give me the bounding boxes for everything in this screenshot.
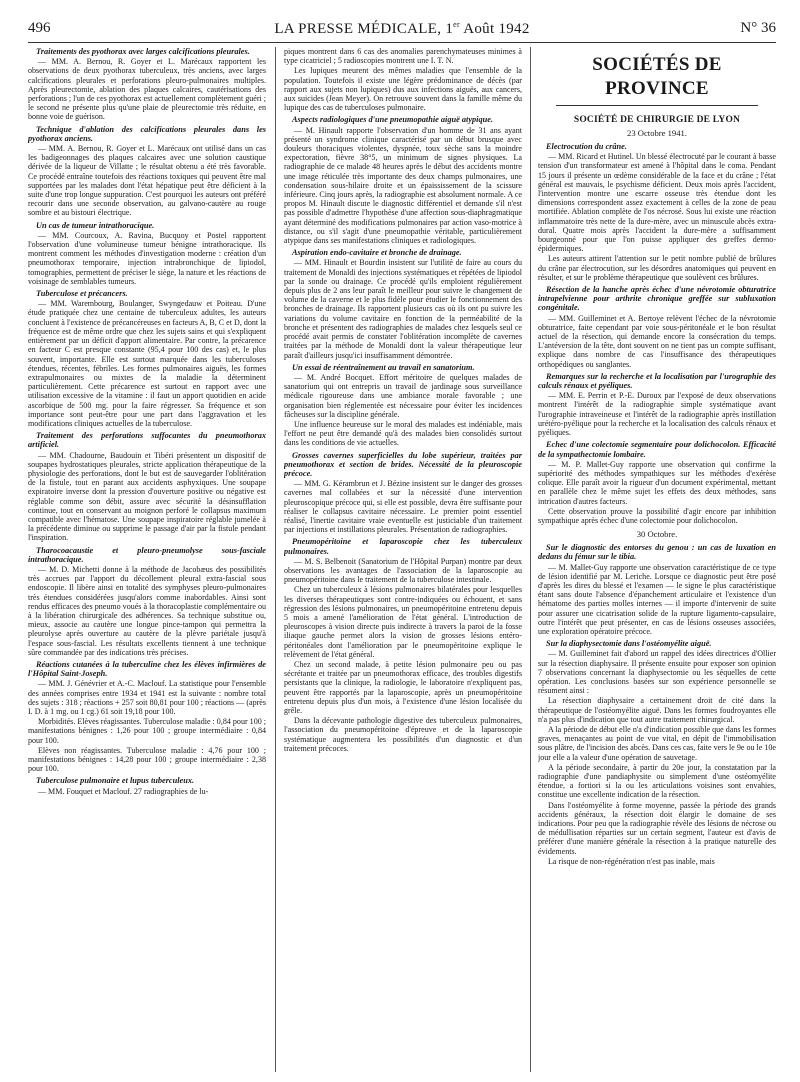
article-paragraph: — M. Mallet-Guy rapporte une observation caractéristique de ce type de lésion identifié par M. Leriche. Lorsque ce diagnostic peut être posé d'après les dires du blessé et l'examen — le signe le plus caractéristique étant sans doute l'absence d'épanchement articulaire et l'existence d'un hématome des parties molles internes — il importe d'intervenir de suite pour assurer une cicatrisation solide de la rupture ligamento-capsulaire, outre l'intérêt que peut présenter, en cas de lésions osseuses associées, une exploration opératoire précoce. [538, 562, 776, 636]
article-heading: Sur le diagnostic des entorses du genou : un cas de luxation en dedans du fémur sur le tibia. [538, 543, 776, 562]
article-paragraph: — M. Guilleminet fait d'abord un rappel des idées directrices d'Ollier sur la résection diaphysaire. Il présente ensuite pour exposer son opinion 7 observations concernant la diaphysectomie ou les séquelles de cette opération. Les conclusions basées sur son expérience personnelle se résument ainsi : [538, 649, 776, 696]
article-heading: Aspects radiologiques d'une pneumopathie aiguë atypique. [292, 115, 493, 125]
article-paragraph: — MM. J. Génévrier et A.-C. Maclouf. La statistique pour l'ensemble des années comprises entre 1934 et 1941 est la suivante : nombre total des sujets : 318 ; réactions + 257 soit 80,81 pour 100 ; réactions — (après I. D. à 1 mg. ou 1 cg.) 61 soit 19,18 pour 100. [28, 679, 266, 717]
article-paragraph: — M. D. Michetti donne à la méthode de Jacobæus des possibilités très accrues par l'apport du décollement pleural extra-fascial sous endoscopie. Il libère ainsi en totalité des symphyses pleuro-pulmonaires très étendues considérées jusqu'alors comme inabordables. Ainsi sont rendus efficaces des pneumo voués à la thoracoplastie complémentaire ou à la libération chirurgicale des adhérences. Sa technique substitue ou, mieux, associe au cautère une longue pince-tampon qui permettra la pleurolyse après ouverture au cautère de la plèvre pariétale jusqu'à l'espace sous-fascial. Les résultats excellents tiennent à une technique sûre commandée par des indications très précises. [28, 564, 266, 657]
article-paragraph: La résection diaphysaire a certainement droit de cité dans la thérapeutique de l'ostéomyélite aiguë. Dans les formes foudroyantes elle n'a pas plus d'indication que tout autre traitement chirurgical. [538, 696, 776, 724]
article-heading: Sur la diaphysectomie dans l'ostéomyélite aiguë. [546, 639, 712, 649]
column-divider [530, 47, 531, 1072]
article-paragraph: piques montrent dans 6 cas des anomalies parenchymateuses minimes à type cicatriciel ; 5 radioscopies montrent une I. T. N. [284, 47, 522, 66]
society-name: SOCIÉTÉ DE CHIRURGIE DE LYON [573, 115, 741, 125]
article-paragraph: Dans la décevante pathologie digestive des tuberculeux pulmonaires, l'association du pneumopéritoine d'épreuve et de la laparoscopie systématique augmentera les possibilités d'un diagnostic et d'un traitement précoces. [284, 716, 522, 753]
article-paragraph: Morbidités. Elèves réagissantes. Tuberculose maladie : 0,84 pour 100 ; manifestations bénignes : 1,26 pour 100 ; groupe intermédiaire : 0,84 pour 100. [28, 717, 266, 745]
article-paragraph: Une influence heureuse sur le moral des malades est indéniable, mais l'effort ne peut être demandé qu'à des malades bien consolidés surtout dans les conditions de vie actuelles. [284, 419, 522, 448]
article-heading: Remarques sur la recherche et la localisation par l'urographie des calculs rénaux et pyéliques. [538, 371, 776, 391]
section-rule [556, 105, 758, 106]
article-paragraph: — MM. A. Bernou, R. Goyer et L. Marécaux rapportent les observations de deux pyothorax tuberculeux, très anciens, avec larges calcifications pleurales et perforations pleuro-pulmonaires multiples. Après pleurectomie, ablation des plaques calcaires, cautérisations des perforations ; l'un de ces pyothorax est actuellement complètement guéri ; le second ne présente plus qu'une plaie de pleurectomie très réduite, en bonne voie de guérison. [28, 57, 266, 122]
article-paragraph: — M. P. Mallet-Guy rapporte une observation qui confirme la supériorité des méthodes sympathiques sur les méthodes d'exérèse colique. Elle paraît avoir la rigueur d'un document expérimental, mettant en parallèle chez le même sujet les effets des deux méthodes, sans intrication d'autres facteurs. [538, 459, 776, 506]
article-paragraph: — MM. Guilleminet et A. Bertoye relèvent l'échec de la névrotomie obturatrice, faite cependant par voie sous-péritonéale et le bon résultat actuel de la résection, qui demande encore la consécration du temps. L'antéversion de la tête, dont souvent on ne tient pas un compte suffisant, explique dans nombre de cas l'insuffisance des thérapeutiques orthopédiques ou sanglantes. [538, 313, 776, 369]
session-date: 23 Octobre 1941. [627, 128, 687, 138]
article-heading: Echec d'une colectomie segmentaire pour dolichocolon. Efficacité de la sympathectomie lombaire. [538, 440, 776, 459]
column-left [28, 47, 266, 1077]
article-paragraph: Chez un tuberculeux à lésions pulmonaires bilatérales pour lesquelles les diverses thérapeutiques sont contre-indiquées ou échouent, et sans régression des lésions pulmonaires, un pneumopéritoine entretenu depuis 5 mois a amené l'amélioration de l'état général. L'introduction de pleuroscopes à vision directe puis indirecte à travers la paroi de la fosse iliaque gauche permet alors la vision de grosses lésions entéro-péritonéales dont l'amélioration par le pneumopéritoine explique le relèvement de l'état général. [284, 585, 522, 659]
article-heading: Electrocution du crâne. [546, 142, 627, 151]
article-paragraph: — MM. Courcoux, A. Ravina, Bucquoy et Postel rapportent l'observation d'une volumineuse tumeur bénigne intrathoracique. Ils montrent comment les méthodes d'investigation moderne : création d'un pneumothorax temporaire, injection intrabronchique de lipiodol, tomographies, permettent de préciser le siège, la nature et les réactions de voisinage de semblables tumeurs. [28, 230, 266, 286]
column-middle [284, 47, 522, 1077]
article-paragraph: — M. S. Belbenoit (Sanatorium de l'Hôpital Purpan) montre par deux observations les avantages de l'association de la laparoscopie au pneumopéritoine dans le traitement de la tuberculose intestinale. [284, 556, 522, 585]
article-heading: Aspiration endo-cavitaire et bronche de drainage. [292, 248, 462, 258]
article-heading: Tuberculose et précancers. [36, 289, 128, 299]
page-number: 496 [28, 20, 51, 36]
article-paragraph: — MM. Fouquet et Maclouf. 27 radiographies de lu- [38, 786, 209, 796]
article-paragraph: — MM. Chadourne, Baudouin et Tibéri présentent un dispositif de soupapes hydrostatiques pleurales, stricte application thérapeutique de la physiologie des perforations, dont le but est de sauvegarder l'oblitération de la fistule, tout en parant aux accidents asphyxiques. Une soupape expiratoire inverse dont la pression d'ouverture positive ou négative est réglable comme son débit, assure avec sécurité la désinsufflation continue, tout en conservant au moignon perforé le collapsus maximum compatible avec l'hématose. Une soupape inspiratoire réglable jumelée à la précédente diminue ou supprime le passage d'air par la fistule pendant l'inspiration. [28, 450, 266, 543]
article-heading: Technique d'ablation des calcifications pleurales dans les pyothorax anciens. [28, 124, 266, 143]
article-heading: Tharocoacaustie et pleuro-pneumolyse sous-fasciale intrathoracique. [28, 545, 266, 564]
session-date: 30 Octobre. [636, 529, 678, 540]
article-paragraph: — MM. Warembourg, Boulanger, Swyngedauw et Poiteau. D'une étude pratiquée chez une centaine de tuberculeux adultes, les auteurs concluent à l'existence de précancéreuses en facteurs A, B, C et D, dont la fréquence est de même ordre que chez les sujets sains et qui s'expliquent entièrement par un déficit d'apport alimentaire. Par contre, la précarence en facteur C est presque constante (95,4 pour 100 des cas) et, le plus souvent, importante. Elle est surtout marquée dans les tuberculoses étendues, récentes, fébriles. Les formes pulmonaires aiguës, les formes extrapulmonaires ou mixtes de la maladie la déterminent particulièrement. Cette précarence est surtout en rapport avec une utilisation excessive de la vitamine : il faut un apport quotidien en acide ascorbique de 500 mg. pour la faire régresser. Sa fréquence et son importance sont peut-être pour une part dans l'aggravation et les modifications cliniques actuelles de la tuberculose. [28, 299, 266, 428]
article-paragraph: Les auteurs attirent l'attention sur le petit nombre publié de brûlures du crâne par électrocution, sur les désordres anatomiques qui peuvent en résulter, et sur le problème thérapeutique que soulèvent ces brûlures. [538, 254, 776, 282]
column-right [538, 47, 776, 1077]
article-heading: Un essai de réentraînement au travail en sanatorium. [292, 362, 475, 372]
article-heading: Réactions cutanées à la tuberculine chez les élèves infirmières de l'Hôpital Saint-Joseph. [28, 660, 266, 679]
article-paragraph: Dans l'ostéomyélite à forme moyenne, passée la période des grands accidents généraux, la résection doit élargir le domaine de ses indications. Pour peu que la radiographie révèle des lésions de nécrose ou de médullisation réparties sur un certain segment, l'auteur est d'avis de préférer d'une manière générale la résection à la pratique naturelle des évidements. [538, 800, 776, 856]
header-rule [28, 42, 776, 43]
article-paragraph: Cette observation prouve la possibilité d'agir encore par inhibition sympathique après échec d'une colectomie pour dolichocolon. [538, 506, 776, 525]
section-title: SOCIÉTÉS DE PROVINCE [592, 54, 722, 99]
article-heading: Résection de la hanche après échec d'une névrotomie obturatrice intrapelvienne pour arthrite chronique greffée sur subluxation congénitale. [538, 285, 776, 313]
column-divider [275, 47, 276, 1072]
article-paragraph: Les lupiques meurent des mêmes maladies que l'ensemble de la population. Toutefois il existe une légère prédominance de décès (par rapport aux sujets non lupiques) dus aux infections aiguës, aux cancers, aux suicides (Jean Meyer). On retrouve souvent dans la famille même du lupique des cas de tuberculoses pulmonaire. [284, 66, 522, 113]
article-heading: Pneumopéritoine et laparoscopie chez les tuberculeux pulmonaires. [284, 537, 522, 556]
issue-number: N° 36 [740, 20, 776, 36]
article-heading: Un cas de tumeur intrathoracique. [36, 220, 155, 230]
article-heading: Traitements des pyothorax avec larges calcifications pleurales. [36, 47, 250, 56]
article-paragraph: — M. Hinault rapporte l'observation d'un homme de 31 ans ayant présenté un syndrome clinique caractérisé par un début brusque avec douleurs thoraciques violentes, dyspnée, toux sèche sans la moindre expectoration, fièvre 38°5, un minimum de signes physiques. La radiographie de ce malade 48 heures après le début des accidents montre une image réticulée très importante des deux champs pulmonaires, une condensation sous-hilaire droite et un épaississement de la scissure inférieure. Cinq jours après, la radiographie est absolument normale. A ce propos M. Hinault discute le diagnostic différentiel et demande s'il n'est pas possible d'admettre l'hypothèse d'une affection sous-diaphragmatique ayant déterminé des modifications pulmonaires par action vaso-motrice à distance, ou s'il s'agit d'une pneumopathie véritable, particulièrement atypique dans ses manifestations cliniques et radiologiques. [284, 125, 522, 246]
article-paragraph: — MM. Ricard et Hutinel. Un blessé électrocuté par le courant à basse tension d'un transformateur est amené à l'hôpital dans le coma. Pendant 15 jours il présente un œdème considérable de la face et du crâne ; l'état général est mauvais, le psychisme déficient. Deux mois après l'accident, l'intervention montre une escarre osseuse très étendue dont les dimensions correspondent assez exactement à celles de la zone de peau mortifiée. Ablation complète de l'os nécrosé. Sous lui existe une réaction inflammatoire très nette de la dure-mère, avec un minuscule abcès extra-dural. Quatre mois après l'accident la dure-mère a suffisamment bourgeonné pour que l'on puisse appliquer des greffes dermo-épidermiques. [538, 152, 776, 254]
page-header [28, 20, 776, 42]
article-paragraph: — MM. E. Perrin et P.-E. Duroux par l'exposé de deux observations montrent l'intérêt de la radiographie simple systématique avant l'urographie intraveineuse et l'intérêt de la radiographie après instillation urétéro-pyélique pour la recherche et la localisation des calculs rénaux et pyéliques. [538, 391, 776, 438]
article-paragraph: — MM. A. Bernou, R. Goyer et L. Marécaux ont utilisé dans un cas les badigeonnages des plaques calcaires avec une solution caustique dérivée de la liqueur de Villatte ; le résultat obtenu a été très favorable. Ce procédé entraîne toutefois des réactions toxiques qui peuvent être mal supportées par les malades dont l'état hépatique peut être déficient à la suite d'une trop longue suppuration. C'est pourquoi les auteurs ont préféré recourir dans une seconde observation, au galvano-cautère au rouge sombre et au bistouri électrique. [28, 144, 266, 218]
article-paragraph: A la période de début elle n'a d'indication possible que dans les formes graves, menaçantes au point de vue vital, en dépit de l'immobilisation sous plâtre, de l'incision des abcès. Dans ces cas, faite vers le 9e ou le 10e jour elle a la valeur d'une opération de sauvetage. [538, 724, 776, 762]
article-paragraph: Chez un second malade, à petite lésion pulmonaire peu ou pas sécrétante et traitée par un pneumothorax efficace, des troubles digestifs persistants que la clinique, la radiologie, le laboratoire n'expliquent pas, peuvent être rapportés par la laparoscopie, après un pneumopéritoine entretenu depuis plus d'un mois, à l'existence d'une lésion localisée du grêle. [284, 660, 522, 716]
article-heading: Grosses cavernes superficielles du lobe supérieur, traitées par pneumothorax et section de brides. Nécessité de la pleuroscopie précoce. [284, 450, 522, 478]
running-title: LA PRESSE MÉDICALE, 1er Août 1942 [274, 20, 530, 37]
article-paragraph: — M. André Bocquet. Effort méritoire de quelques malades de sanatorium qui ont entrepris un travail de jardinage sous surveillance médicale rigoureuse dans une ambiance morale favorable ; une organisation bien réglementée est nécessaire pour éviter les incidences fâcheuses sur la discipline générale. [284, 372, 522, 419]
article-paragraph: — MM. G. Kérambrun et J. Bézine insistent sur le danger des grosses cavernes mal collabées et sur la nécessité d'une intervention pleuroscopique précoce qui, si elle est possible, devra être suffisante pour réaliser le collapsus cavitaire nécessaire. Le premier point essentiel réalisé, l'inertie cavitaire vraie eventuelle est justiciable d'un traitement par injections et instillations pleurales. Présentation de radiographies. [284, 479, 522, 535]
article-paragraph: — MM. Hinault et Bourdin insistent sur l'utilité de faire au cours du traitement de Monaldi des injections systématiques et répétées de lipiodol par la sonde ou drainage. Ce procédé qu'ils emploient régulièrement depuis plus de 2 ans leur paraît le meilleur pour suivre le changement de volume de la caverne et le plus fidèle pour étudier le fonctionnement des bronches de drainage. Ils rapportent plusieurs cas où ils ont pu suivre les variations du volume cavitaire en fonction de la perméabilité de la bronche et présentent des radiographies de malades chez lesquels seul ce procédé avait permis de constater l'oblitération incomplète de cavernes traitées par la méthode de Monaldi dont la valeur thérapeutique leur paraît d'ailleurs jusqu'ici insuffisamment démontrée. [284, 258, 522, 360]
article-paragraph: La risque de non-régénération n'est pas inable, mais [548, 856, 715, 866]
article-heading: Traitement des perforations suffocantes du pneumothorax artificiel. [28, 431, 266, 450]
article-paragraph: A la période secondaire, à partir du 20e jour, la constatation par la radiographie d'une pandiaphysite ou simplement d'une ostéomyélite étendue, a fortiori si la ou les articulations voisines sont envahies, constitue une excellente indication de la résection. [538, 762, 776, 800]
article-paragraph: Elèves non réagissantes. Tuberculose maladie : 4,76 pour 100 ; manifestations bénignes : 14,28 pour 100 ; groupe intermédiaire : 2,38 pour 100. [28, 745, 266, 774]
article-heading: Tuberculose pulmonaire et lupus tuberculeux. [36, 776, 195, 786]
